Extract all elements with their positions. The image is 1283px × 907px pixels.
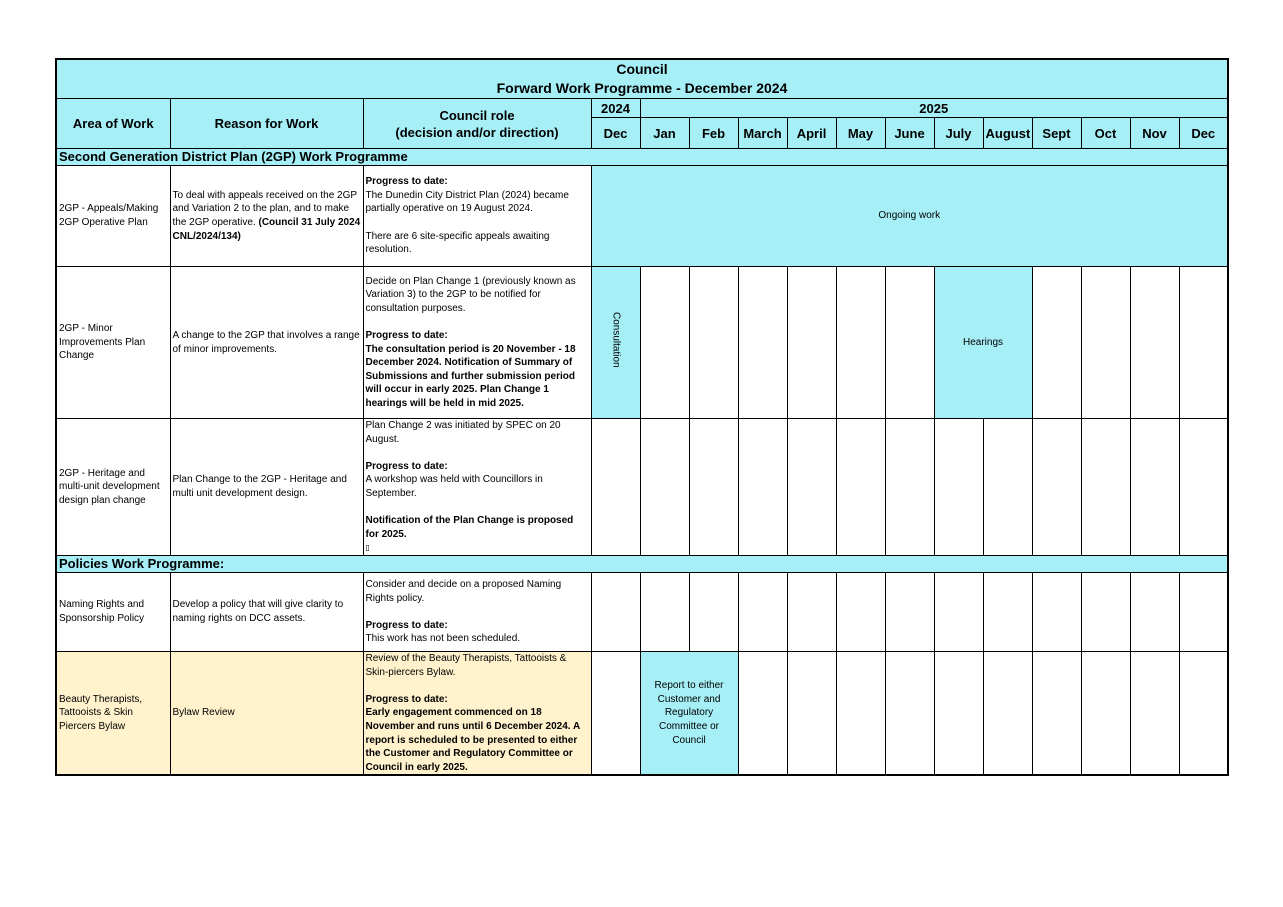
progress-text: The Dunedin City District Plan (2024) became partially operative on 19 August 2024.	[365, 189, 569, 215]
month-cell	[1032, 572, 1081, 651]
month-cell	[1081, 419, 1130, 556]
month-march: March	[738, 118, 787, 149]
council-role-cell	[363, 572, 591, 651]
month-cell	[591, 651, 640, 775]
month-cell	[983, 572, 1032, 651]
month-cell	[787, 267, 836, 419]
month-feb: Feb	[689, 118, 738, 149]
progress-heading: Progress to date:	[365, 460, 448, 472]
month-cell	[836, 572, 885, 651]
month-cell	[1179, 572, 1228, 651]
header-reason-for-work: Reason for Work	[170, 99, 363, 149]
month-cell	[738, 651, 787, 775]
progress-heading: Progress to date:	[365, 693, 448, 705]
header-year-2024: 2024	[591, 99, 640, 118]
section-title-2gp: Second Generation District Plan (2GP) Work Programme	[56, 149, 1228, 166]
hearings-bar: Hearings	[934, 267, 1032, 419]
month-cell	[983, 419, 1032, 556]
month-cell	[1081, 651, 1130, 775]
month-cell	[738, 267, 787, 419]
month-cell	[1179, 651, 1228, 775]
month-cell	[738, 572, 787, 651]
role-intro: Consider and decide on a proposed Naming Rights policy.	[365, 578, 562, 604]
table-title	[56, 59, 1228, 99]
month-cell	[885, 651, 934, 775]
progress-heading: Progress to date:	[365, 176, 448, 188]
month-cell	[689, 267, 738, 419]
reason-cell	[170, 166, 363, 267]
progress-heading: Progress to date:	[365, 329, 448, 341]
reason-text: To deal with appeals received on the 2GP and Variation 2 to the plan, and to make the 2GP operative.	[172, 189, 357, 228]
consultation-bar	[591, 267, 640, 419]
month-cell	[1179, 267, 1228, 419]
month-cell	[1081, 267, 1130, 419]
progress-text: There are 6 site-specific appeals awaiting resolution.	[365, 230, 550, 256]
header-council-role-line-2: (decision and/or direction)	[395, 124, 559, 140]
month-cell	[885, 419, 934, 556]
month-cell	[787, 572, 836, 651]
month-may: May	[836, 118, 885, 149]
month-cell	[885, 572, 934, 651]
month-cell	[640, 419, 689, 556]
month-cell	[640, 572, 689, 651]
header-year-2025: 2025	[640, 99, 1228, 118]
area-cell: 2GP - Minor Improvements Plan Change	[56, 267, 170, 419]
council-role-cell	[363, 166, 591, 267]
progress-text: The consultation period is 20 November - 18 December 2024. Notification of Summary of Submissions and further submission period will occur in early 2025. Plan Change 1 hearings will be held in mid 2025.	[365, 343, 576, 409]
month-cell	[1032, 267, 1081, 419]
role-intro: Plan Change 2 was initiated by SPEC on 20 August.	[365, 420, 561, 445]
header-area-of-work: Area of Work	[56, 99, 170, 149]
month-cell	[836, 267, 885, 419]
month-cell	[885, 267, 934, 419]
month-cell	[640, 267, 689, 419]
month-cell	[934, 572, 983, 651]
area-cell: 2GP - Heritage and multi-unit development design plan change	[56, 419, 170, 556]
month-oct: Oct	[1081, 118, 1130, 149]
consultation-label: Consultation	[610, 312, 622, 368]
ongoing-work-bar: Ongoing work	[591, 166, 1228, 267]
reason-cell: Bylaw Review	[170, 651, 363, 775]
area-cell: Beauty Therapists, Tattooists & Skin Piercers Bylaw	[56, 651, 170, 775]
council-role-cell	[363, 267, 591, 419]
month-cell	[1130, 651, 1179, 775]
progress-text: This work has not been scheduled.	[365, 633, 521, 645]
month-cell	[934, 419, 983, 556]
placeholder-glyph: ▯	[365, 543, 370, 553]
month-july: July	[934, 118, 983, 149]
month-sept: Sept	[1032, 118, 1081, 149]
section-title-policies: Policies Work Programme:	[56, 555, 1228, 572]
role-intro: Review of the Beauty Therapists, Tattooists & Skin-piercers Bylaw.	[365, 653, 567, 678]
month-cell	[1130, 419, 1179, 556]
forward-work-programme-table	[55, 58, 1229, 776]
month-nov: Nov	[1130, 118, 1179, 149]
month-june: June	[885, 118, 934, 149]
month-jan: Jan	[640, 118, 689, 149]
month-cell	[836, 419, 885, 556]
progress-text: A workshop was held with Councillors in September.	[365, 474, 543, 499]
month-cell	[1081, 572, 1130, 651]
month-cell	[934, 651, 983, 775]
month-cell	[1032, 419, 1081, 556]
month-cell	[689, 572, 738, 651]
month-cell	[689, 419, 738, 556]
month-dec-2025: Dec	[1179, 118, 1228, 149]
month-cell	[738, 419, 787, 556]
month-april: April	[787, 118, 836, 149]
header-council-role-line-1: Council role	[439, 107, 515, 123]
month-august: August	[983, 118, 1032, 149]
month-cell	[1130, 267, 1179, 419]
month-cell	[1130, 572, 1179, 651]
reason-cell: Develop a policy that will give clarity to naming rights on DCC assets.	[170, 572, 363, 651]
header-council-role	[363, 99, 591, 149]
area-cell: Naming Rights and Sponsorship Policy	[56, 572, 170, 651]
role-intro: Decide on Plan Change 1 (previously known as Variation 3) to the 2GP to be notified for consultation purposes.	[365, 275, 576, 314]
month-cell	[591, 419, 640, 556]
progress-text-bold: Notification of the Plan Change is proposed for 2025.	[365, 515, 574, 540]
month-cell	[983, 651, 1032, 775]
month-cell	[1179, 419, 1228, 556]
month-cell	[1032, 651, 1081, 775]
report-bar: Report to either Customer and Regulatory Committee or Council	[640, 651, 738, 775]
area-cell: 2GP - Appeals/Making 2GP Operative Plan	[56, 166, 170, 267]
title-line-1: Council	[616, 61, 668, 77]
month-dec-2024: Dec	[591, 118, 640, 149]
month-cell	[787, 651, 836, 775]
title-line-2: Forward Work Programme - December 2024	[496, 80, 788, 96]
month-cell	[591, 572, 640, 651]
reason-cell: A change to the 2GP that involves a range of minor improvements.	[170, 267, 363, 419]
reason-reference: (Council 31 July 2024 CNL/2024/134)	[172, 217, 361, 242]
month-cell	[787, 419, 836, 556]
council-role-cell	[363, 651, 591, 775]
council-role-cell	[363, 419, 591, 556]
reason-cell: Plan Change to the 2GP - Heritage and multi unit development design.	[170, 419, 363, 556]
progress-text: Early engagement commenced on 18 November and runs until 6 December 2024. A report is scheduled to be presented to either the Customer and Regulatory Committee or Council in early 2025.	[365, 707, 580, 773]
month-cell	[836, 651, 885, 775]
progress-heading: Progress to date:	[365, 619, 448, 631]
